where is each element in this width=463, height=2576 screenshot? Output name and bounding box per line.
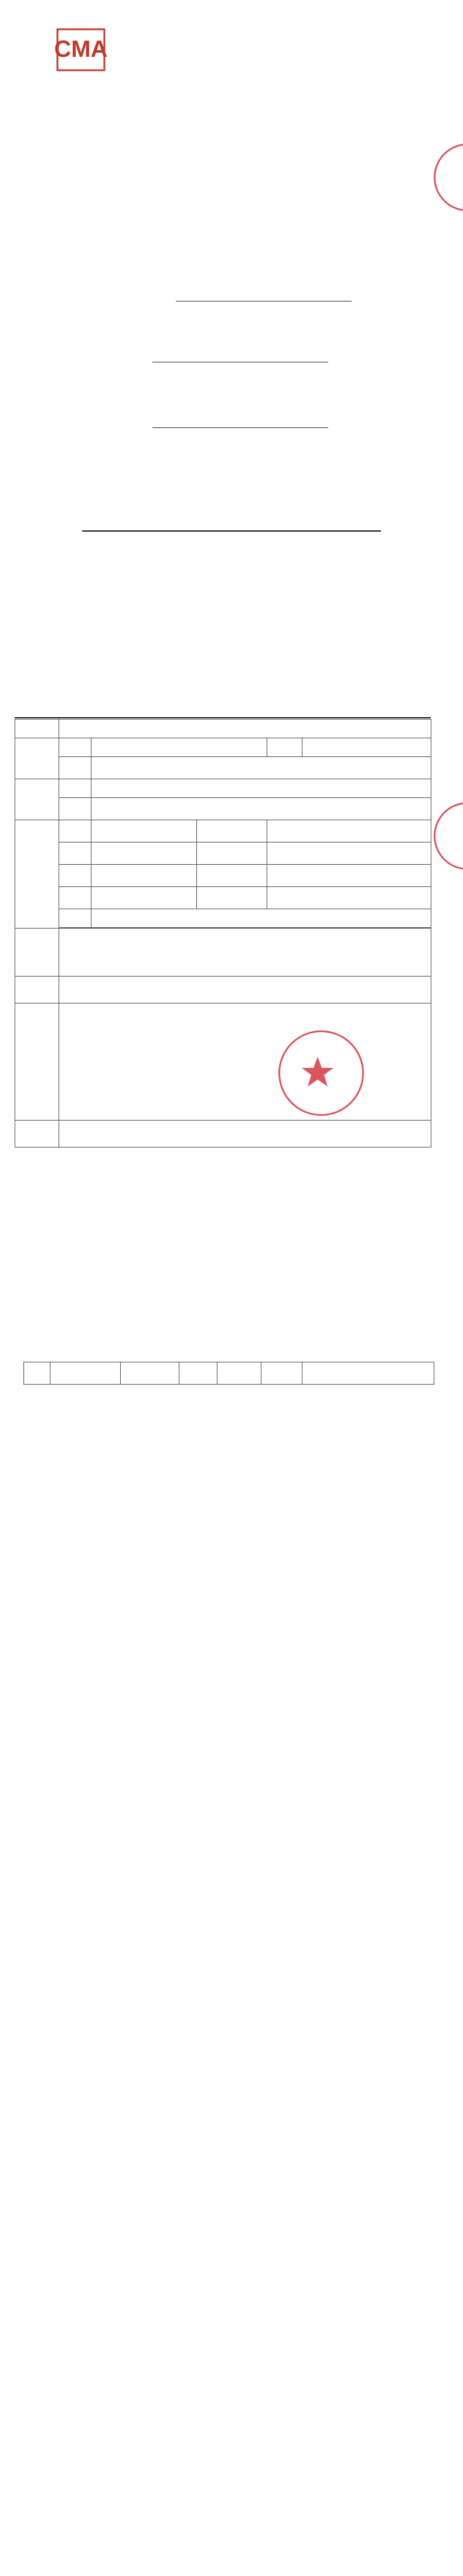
svg-text:CMA: CMA xyxy=(54,36,108,62)
conclusion-cell xyxy=(59,1003,431,1121)
grade-label xyxy=(197,842,267,865)
consigner-addr-label xyxy=(59,757,91,779)
s-name xyxy=(91,820,197,842)
supplier-value xyxy=(152,415,328,428)
nature-label xyxy=(15,720,59,738)
seal-company xyxy=(278,1030,364,1116)
time-label xyxy=(15,977,59,1003)
nature-value xyxy=(59,720,431,738)
s-name-label xyxy=(59,820,91,842)
th-limit xyxy=(261,1362,302,1385)
tel-label xyxy=(267,738,302,757)
desc xyxy=(91,909,431,928)
basis xyxy=(59,929,431,977)
producer-name-label xyxy=(59,779,91,798)
qty xyxy=(91,887,197,909)
recv-date xyxy=(267,887,431,909)
trademark xyxy=(91,842,197,865)
qty-label xyxy=(59,887,91,909)
th-no xyxy=(24,1362,50,1385)
remark-label xyxy=(15,1121,59,1147)
th-method xyxy=(302,1362,434,1385)
category xyxy=(267,820,431,842)
producer-addr-label xyxy=(59,798,91,820)
category-label xyxy=(197,820,267,842)
p2-results-table xyxy=(23,1362,434,1385)
prod-date-label xyxy=(197,865,267,887)
grade xyxy=(267,842,431,865)
consigner-name-label xyxy=(59,738,91,757)
p1-top-rule xyxy=(15,717,431,718)
consigner-name xyxy=(91,738,267,757)
cma-logo-icon xyxy=(46,25,116,75)
spec-label xyxy=(59,865,91,887)
th-item xyxy=(50,1362,121,1385)
th-measured xyxy=(179,1362,217,1385)
seal-page1-edge xyxy=(434,802,463,870)
remark xyxy=(59,1121,431,1147)
p1-info-table xyxy=(15,719,431,1147)
sample-name-value xyxy=(176,288,352,302)
th-standard xyxy=(121,1362,179,1385)
consigner-value xyxy=(152,349,328,362)
tel-value xyxy=(302,738,431,757)
desc-label xyxy=(59,909,91,928)
producer-label xyxy=(15,779,59,820)
recv-date-label xyxy=(197,887,267,909)
seal-cover xyxy=(434,143,463,211)
org-divider xyxy=(82,530,381,532)
th-judgement xyxy=(217,1362,261,1385)
star-icon xyxy=(280,1032,362,1114)
time xyxy=(59,977,431,1003)
producer-name xyxy=(91,779,431,798)
sample-overview-label xyxy=(15,820,59,929)
consigner-addr xyxy=(91,757,431,779)
basis-label xyxy=(15,929,59,977)
conclusion-label xyxy=(15,1003,59,1121)
consigner-label xyxy=(15,738,59,779)
producer-addr xyxy=(91,798,431,820)
trademark-label xyxy=(59,842,91,865)
cma-logo xyxy=(46,25,116,89)
prod-date xyxy=(267,865,431,887)
spec xyxy=(91,865,197,887)
